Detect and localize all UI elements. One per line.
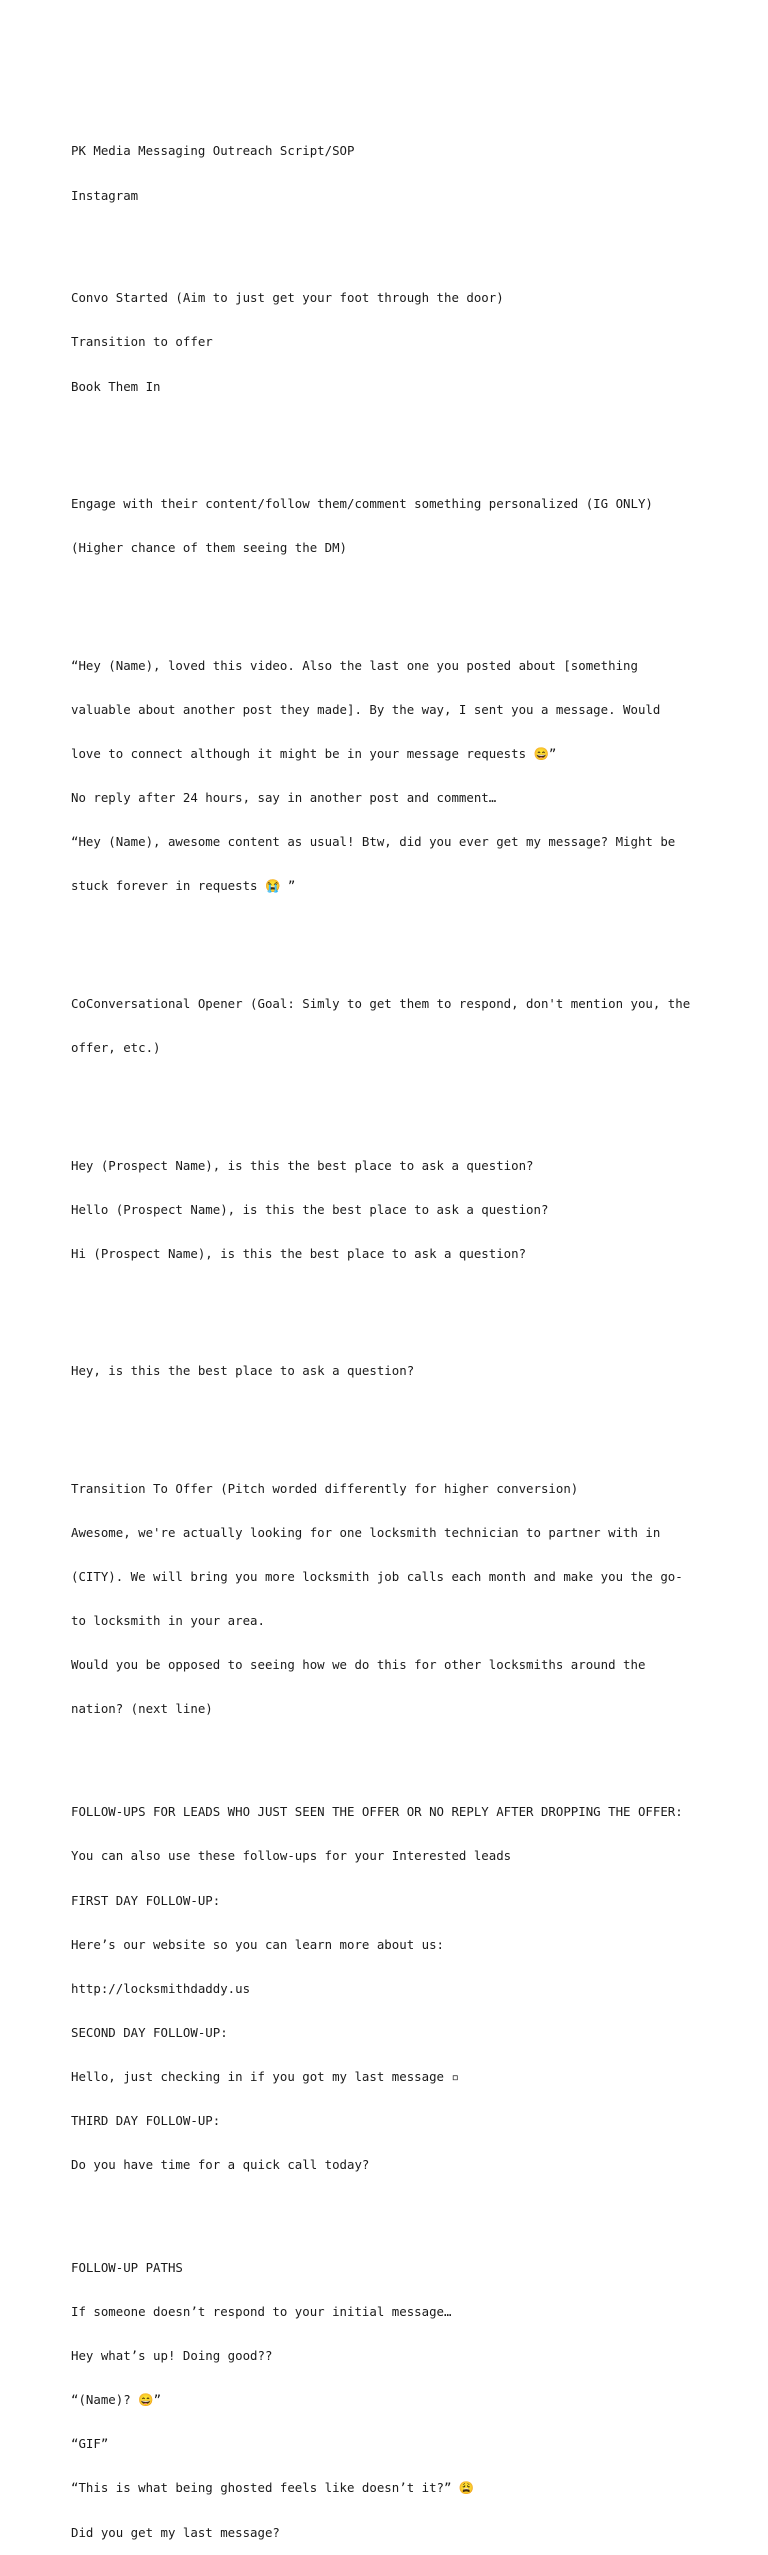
followup-path-line: Did you get my last message?	[71, 2524, 280, 2540]
followup-day3-label: THIRD DAY FOLLOW-UP:	[71, 2113, 221, 2128]
followup-day2-label: SECOND DAY FOLLOW-UP:	[71, 2024, 228, 2040]
opener-heading: offer, etc.)	[71, 1040, 161, 1056]
transition-line: nation? (next line)	[71, 1701, 213, 1717]
engage-instruction: Engage with their content/follow them/comment something personalized (IG ONLY)	[71, 496, 653, 512]
followup-path-line: “This is what being ghosted feels like doesn’t it?” 😩	[71, 2480, 475, 2496]
followup-day3-text: Do you have time for a quick call today?	[71, 2157, 370, 2173]
followup-path-line: “GIF”	[71, 2436, 109, 2452]
document-title: PK Media Messaging Outreach Script/SOP	[71, 143, 355, 159]
website-link[interactable]: http://locksmithdaddy.us	[71, 1980, 251, 1996]
document-page	[71, 115, 711, 2555]
followup-day1-text: Here’s our website so you can learn more about us:	[71, 1936, 444, 1952]
engage-note: (Higher chance of them seeing the DM)	[71, 540, 348, 556]
transition-line: (CITY). We will bring you more locksmith job calls each month and make you the go-	[71, 1569, 683, 1585]
transition-line: to locksmith in your area.	[71, 1613, 265, 1629]
transition-heading: Transition To Offer (Pitch worded differently for higher conversion)	[71, 1480, 579, 1496]
followup-path-line: “(Name)? 😄”	[71, 2392, 162, 2408]
platform-label: Instagram	[71, 187, 139, 203]
followup-day1-label: FIRST DAY FOLLOW-UP:	[71, 1892, 221, 1908]
followup-paths-heading: FOLLOW-UP PATHS	[71, 2259, 183, 2275]
comment-script-line: love to connect although it might be in your message requests 😄”	[71, 746, 557, 762]
comment-script-line: valuable about another post they made]. By the way, I sent you a message. Would	[71, 701, 661, 717]
followup-path-line: If someone doesn’t respond to your initial message…	[71, 2304, 452, 2320]
step-item: Convo Started (Aim to just get your foot through the door)	[71, 290, 504, 306]
followup-path-line: Hey what’s up! Doing good??	[71, 2348, 273, 2364]
opener-variant: Hey (Prospect Name), is this the best place to ask a question?	[71, 1157, 534, 1173]
comment-script-line: “Hey (Name), loved this video. Also the last one you posted about [something	[71, 657, 638, 673]
comment-script-line: stuck forever in requests 😭 ”	[71, 878, 296, 894]
comment-script-line: “Hey (Name), awesome content as usual! Btw, did you ever get my message? Might be	[71, 834, 676, 850]
transition-line: Awesome, we're actually looking for one locksmith technician to partner with in	[71, 1525, 661, 1541]
opener-short: Hey, is this the best place to ask a question?	[71, 1363, 415, 1379]
step-item: Book Them In	[71, 378, 161, 394]
opener-variant: Hello (Prospect Name), is this the best place to ask a question?	[71, 1201, 549, 1217]
transition-line: Would you be opposed to seeing how we do this for other locksmiths around the	[71, 1657, 646, 1673]
followups-heading: FOLLOW-UPS FOR LEADS WHO JUST SEEN THE OFFER OR NO REPLY AFTER DROPPING THE OFFER:	[71, 1804, 683, 1820]
opener-variant: Hi (Prospect Name), is this the best place to ask a question?	[71, 1245, 527, 1261]
followups-subheading: You can also use these follow-ups for your Interested leads	[71, 1848, 512, 1864]
step-item: Transition to offer	[71, 334, 213, 350]
opener-heading: CoConversational Opener (Goal: Simly to get them to respond, don't mention you, the	[71, 995, 691, 1011]
followup-day2-text: Hello, just checking in if you got my last message ▫	[71, 2068, 459, 2084]
comment-script-line: No reply after 24 hours, say in another post and comment…	[71, 790, 497, 806]
